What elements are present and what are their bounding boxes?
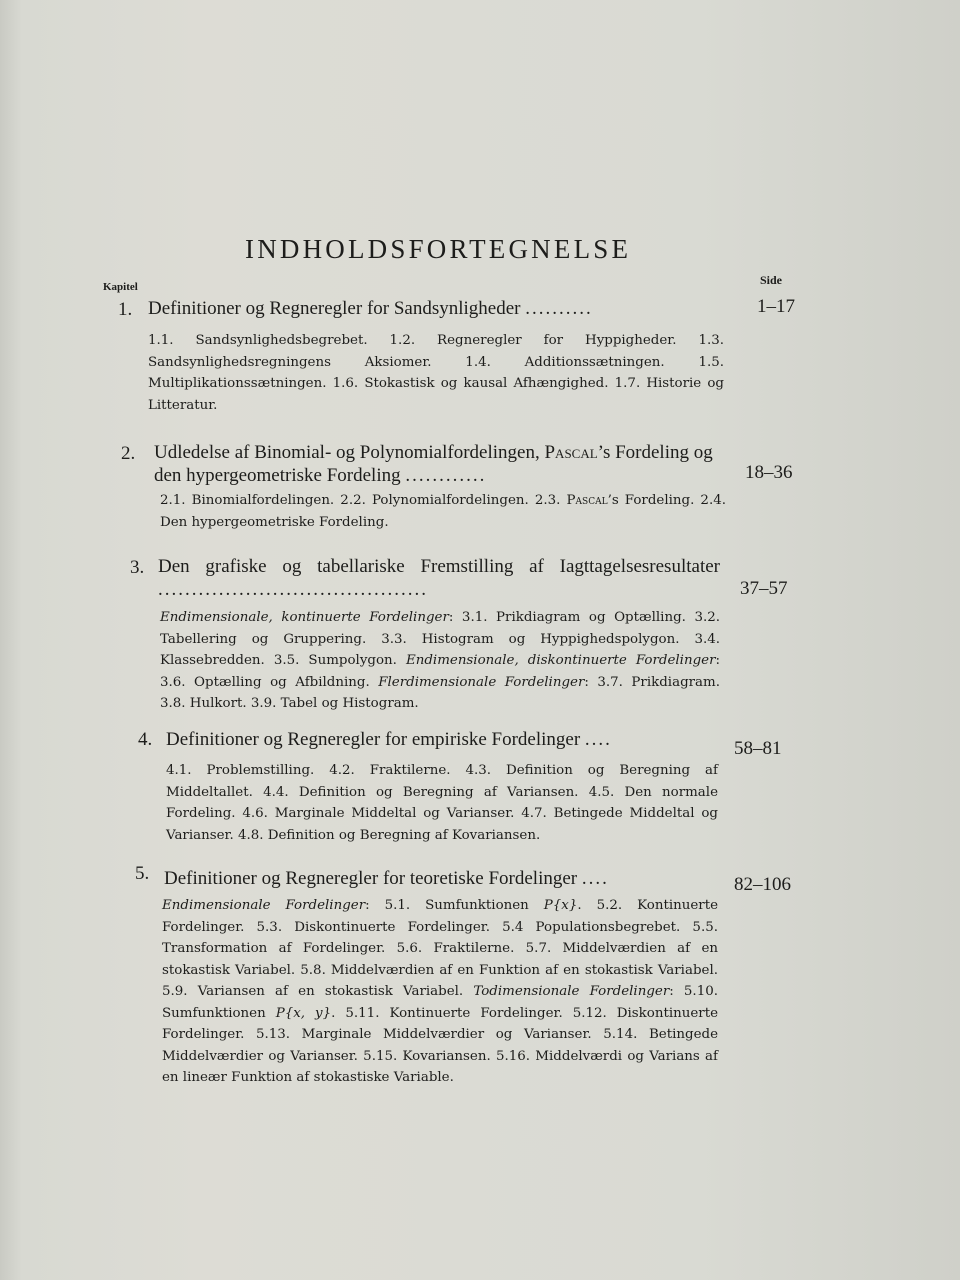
chapter-title xyxy=(164,867,734,890)
chapter-title-text: Definitioner og Regneregler for Sandsynligheder xyxy=(148,298,521,319)
section-text: : 3.1. Prikdiagram og Optælling. 3.2. Tabellering og Gruppering. 3.3. Histogram og Hyppighedspolygon. 3.4. Klassebredden. 3.5. Sumpolygon. xyxy=(160,610,721,668)
chapter-title xyxy=(154,441,729,487)
math-expression: P{x, y} xyxy=(275,1005,332,1021)
chapter-number: 4. xyxy=(138,729,153,750)
side-column-label: Side xyxy=(760,273,783,287)
chapter-number: 2. xyxy=(121,443,136,464)
leader-dots: .... xyxy=(581,868,609,889)
page-title: INDHOLDSFORTEGNELSE xyxy=(245,234,632,264)
section-category: Endimensionale Fordelinger xyxy=(162,898,366,913)
chapter-pages: 1–17 xyxy=(757,296,795,317)
section-category: Endimensionale, diskontinuerte Fordelinger xyxy=(405,653,716,668)
chapter-sections xyxy=(162,895,718,1089)
chapter-title-text: Udledelse af Binomial- og Polynomialfordelingen, xyxy=(154,442,545,463)
math-expression: P{x} xyxy=(543,898,578,913)
author-name: Pascal xyxy=(566,493,608,508)
chapter-title-text: Definitioner og Regneregler for teoretiske Fordelinger xyxy=(164,868,578,889)
chapter-sections: 4.1. Problemstilling. 4.2. Fraktilerne. 4.3. Definition og Beregning af Middeltallet. 4.4. Definition og Beregning af Variansen. 4.5. Den normale Fordeling. 4.6. Marginale Middeltal og Varianser. 4.7. Betingede Middeltal og Varianser. 4.8. Definition og Beregning af Kovariansen. xyxy=(166,763,718,843)
section-text: : 5.10. Sumfunktionen xyxy=(162,984,718,1021)
section-text: : 5.1. Sumfunktionen xyxy=(365,898,544,913)
section-text: . 5.2. Kontinuerte Fordelinger. 5.3. Diskontinuerte Fordelinger. 5.4 Populationsbegrebet. 5.5. Transformation af Fordelinger. 5.6. Fraktilerne. 5.7. Middelværdien af en stokastisk Variabel. 5.8. Middelværdien af en Funktion af en stokastisk Variabel. 5.9. Variansen af en stokastisk Variabel. xyxy=(162,898,718,999)
chapter-sections xyxy=(160,607,720,715)
chapter-title xyxy=(148,297,738,320)
leader-dots: .... xyxy=(584,729,612,750)
chapter-title-text: Definitioner og Regneregler for empiriske Fordelinger xyxy=(166,729,581,750)
chapter-pages: 82–106 xyxy=(734,874,791,895)
section-category: Todimensionale Fordelinger xyxy=(473,984,670,999)
section-category: Endimensionale, kontinuerte Fordelinger xyxy=(160,610,449,625)
chapter-title xyxy=(166,728,746,751)
chapter-number: 5. xyxy=(135,863,150,884)
chapter-sections: 1.1. Sandsynlighedsbegrebet. 1.2. Regneregler for Hyppigheder. 1.3. Sandsynlighedsregningens Aksiomer. 1.4. Additionssætningen. 1.5. Multiplikationssætningen. 1.6. Stokastisk og kausal Afhængighed. 1.7. Historie og Litteratur. xyxy=(148,333,724,413)
chapter-sections xyxy=(160,490,726,533)
section-text: : 3.7. Prikdiagram. 3.8. Hulkort. 3.9. Tabel og Histogram. xyxy=(160,674,720,711)
section-category: Flerdimensionale Fordelinger xyxy=(378,674,585,690)
section-text: . 5.11. Kontinuerte Fordelinger. 5.12. Diskontinuerte Fordelinger. 5.13. Marginale Middelværdier og Varianser. 5.14. Betingede Middelværdier og Varianser. 5.15. Kovariansen. 5.16. Middelværdi og Varians af en lineær Funktion af stokastiske Variable. xyxy=(162,1005,719,1085)
leader-dots: .......... xyxy=(525,298,593,319)
section-text: 2.1. Binomialfordelingen. 2.2. Polynomialfordelingen. 2.3. xyxy=(160,493,567,508)
section-text-cont: ’s Fordeling. 2.4. Den hypergeometriske Fordeling. xyxy=(160,493,726,530)
leader-dots: ........................................ xyxy=(158,579,428,600)
section-text: : 3.6. Optælling og Afbildning. xyxy=(160,653,720,690)
chapter-number: 1. xyxy=(118,299,133,320)
chapter-pages: 18–36 xyxy=(745,462,793,483)
leader-dots: ............ xyxy=(405,465,487,486)
author-name: Pascal xyxy=(544,442,598,463)
chapter-title xyxy=(158,555,720,601)
chapter-title-text-cont: ’s Fordeling og den hypergeometriske Fordeling xyxy=(154,442,713,486)
kapitel-column-label: Kapitel xyxy=(103,281,138,293)
chapter-number: 3. xyxy=(130,557,145,578)
chapter-pages: 37–57 xyxy=(740,578,788,599)
chapter-pages: 58–81 xyxy=(734,738,782,759)
chapter-title-text: Den grafiske og tabellariske Fremstilling af Iagttagelsesresultater xyxy=(158,556,720,577)
